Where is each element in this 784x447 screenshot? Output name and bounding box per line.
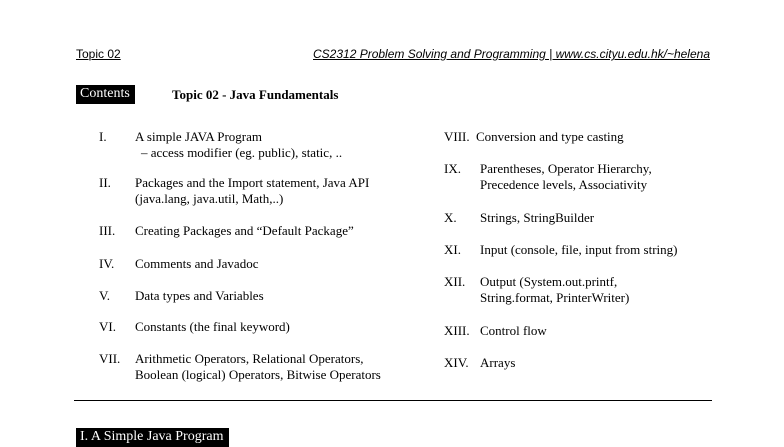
toc-item-text: Input (console, file, input from string) [480, 242, 678, 257]
toc-item-text: Creating Packages and “Default Package” [135, 223, 354, 238]
toc-item-text: Parentheses, Operator Hierarchy, Precedence levels, Associativity [480, 161, 652, 192]
toc-item-number: VI. [99, 319, 116, 334]
toc-item-number: VIII. [444, 129, 470, 144]
toc-item-number: V. [99, 288, 110, 303]
toc-item-number: XII. [444, 274, 466, 289]
page-title: Topic 02 - Java Fundamentals [172, 87, 339, 102]
toc-item-text: Strings, StringBuilder [480, 210, 595, 225]
section-divider [74, 400, 712, 401]
toc-item-text: Conversion and type casting [476, 129, 624, 144]
toc-item-number: I. [99, 129, 107, 144]
contents-label: Contents [76, 85, 135, 104]
toc-item-number: XI. [444, 242, 461, 257]
toc-item-text: Output (System.out.printf, String.format, PrinterWriter) [480, 274, 630, 305]
toc-item-text: Arithmetic Operators, Relational Operators, Boolean (logical) Operators, Bitwise Operators [135, 351, 381, 382]
toc-item-number: XIII. [444, 323, 470, 338]
header-course-info: CS2312 Problem Solving and Programming | www.cs.cityu.edu.hk/~helena [313, 47, 710, 61]
toc-item-number: XIV. [444, 355, 469, 370]
toc-item-number: VII. [99, 351, 121, 366]
toc-item-text: Arrays [480, 355, 516, 370]
toc-item-text: Data types and Variables [135, 288, 264, 303]
toc-item-text: Comments and Javadoc [135, 256, 259, 271]
toc-item-text: Packages and the Import statement, Java API (java.lang, java.util, Math,..) [135, 175, 370, 206]
toc-item-number: X. [444, 210, 457, 225]
section-heading: I. A Simple Java Program [76, 428, 229, 447]
toc-item-number: III. [99, 223, 116, 238]
toc-item-number: II. [99, 175, 111, 190]
header-topic: Topic 02 [76, 47, 121, 61]
toc-item-text: Constants (the final keyword) [135, 319, 290, 334]
toc-item-text: Control flow [480, 323, 547, 338]
toc-item-number: IX. [444, 161, 461, 176]
toc-item-text: A simple JAVA Program – access modifier (eg. public), static, .. [135, 129, 343, 160]
toc-item-number: IV. [99, 256, 115, 271]
